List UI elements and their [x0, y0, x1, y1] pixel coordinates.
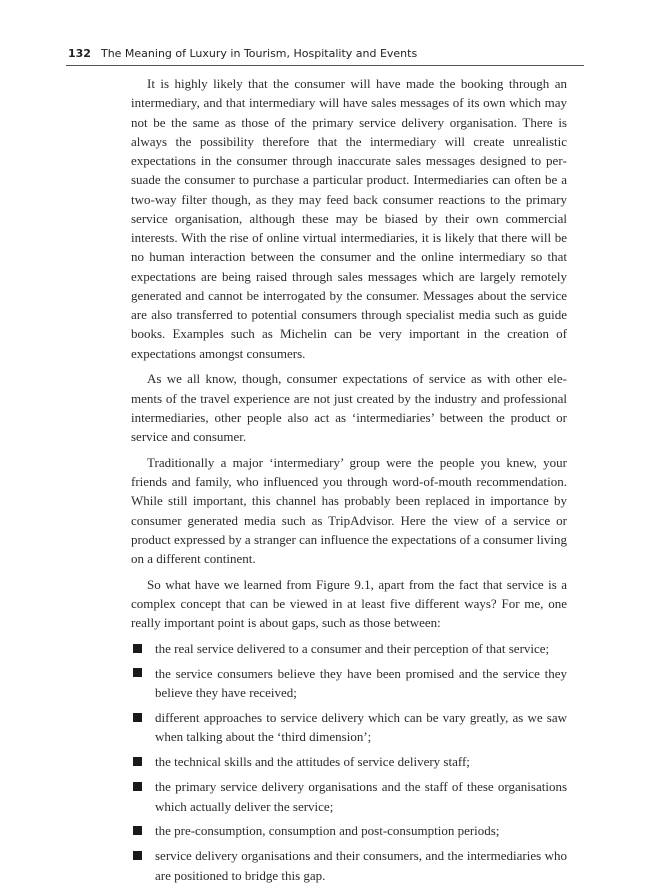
list-item — [131, 821, 567, 840]
body-text — [131, 74, 567, 891]
square-bullet-icon — [133, 826, 142, 835]
list-item-text: the technical skills and the attitudes of service delivery staff; — [155, 754, 470, 770]
list-item-text: service delivery organisations and their consumers, and the intermediaries who are positioned to bridge this gap. — [155, 848, 567, 883]
page-number: 132 — [68, 47, 91, 60]
list-item — [131, 664, 567, 703]
list-item — [131, 639, 567, 658]
running-title: The Meaning of Luxury in Tourism, Hospitality and Events — [100, 47, 418, 60]
list-item-text: the real service delivered to a consumer and their perception of that service; — [155, 641, 550, 656]
list-item — [131, 708, 567, 747]
square-bullet-icon — [133, 668, 142, 677]
running-head — [68, 47, 568, 60]
list-item — [131, 752, 567, 771]
paragraph-2: As we all know, though, consumer expectations of service as with other elements of the travel experience are not just created by the industry and professional intermediaries, other people also act as ‘intermediaries’ between the product or service and consumer. — [131, 371, 567, 444]
list-item-text: the pre-consumption, consumption and post-consumption periods; — [155, 823, 500, 839]
list-item-text: different approaches to service delivery which can be vary greatly, as we saw when talking about the ‘third dimension’; — [155, 710, 567, 745]
list-item — [131, 846, 567, 885]
gap-list — [131, 639, 567, 885]
list-item-text: the service consumers believe they have been promised and the service they believe they have received; — [155, 665, 567, 701]
square-bullet-icon — [133, 757, 142, 766]
list-item — [131, 777, 567, 816]
paragraph-4: So what have we learned from Figure 9.1, apart from the fact that service is a complex concept that can be viewed in at least five different ways? For me, one really important point is about gaps, such as those between: — [131, 576, 567, 631]
square-bullet-icon — [133, 851, 142, 860]
list-item-text: the primary service delivery organisations and the staff of these organisations which actually deliver the service; — [155, 779, 567, 814]
paragraph-1: It is highly likely that the consumer will have made the booking through an intermediary, and that intermediary will have sales messages of its own which may not be the same as those of the primary service delivery organisation. There is always the possibility therefore that the intermediary will create unrealistic expectations in the consumer through inaccurate sales messages designed to persuade the consumer to purchase a particular product. Intermediaries can often be a two-way filter though, as they may feed back consumer reactions to the primary service organisation, although these may be biased by their own commercial interests. With the rise of online virtual intermediaries, it is likely that there will be no human interaction between the consumer and the online intermediary so that expectations are being raised through sales messages which are largely remotely generated and cannot be interrogated by the consumer. Messages about the service are also transferred to potential consumers through specialist media such as guide books. Examples such as Michelin can be very important in the creation of expectations amongst consumers. — [131, 76, 567, 361]
square-bullet-icon — [133, 782, 142, 791]
paragraph-3: Traditionally a major ‘intermediary’ group were the people you knew, your friends and family, who influenced you through word-of-mouth recommendation. While still important, this channel has probably been replaced in importance by consumer generated media such as TripAdvisor. Here the view of a service or product expressed by a stranger can influence the expectations of a consumer living on a different continent. — [131, 454, 567, 566]
square-bullet-icon — [133, 644, 142, 653]
square-bullet-icon — [133, 713, 142, 722]
header-rule — [66, 65, 584, 66]
